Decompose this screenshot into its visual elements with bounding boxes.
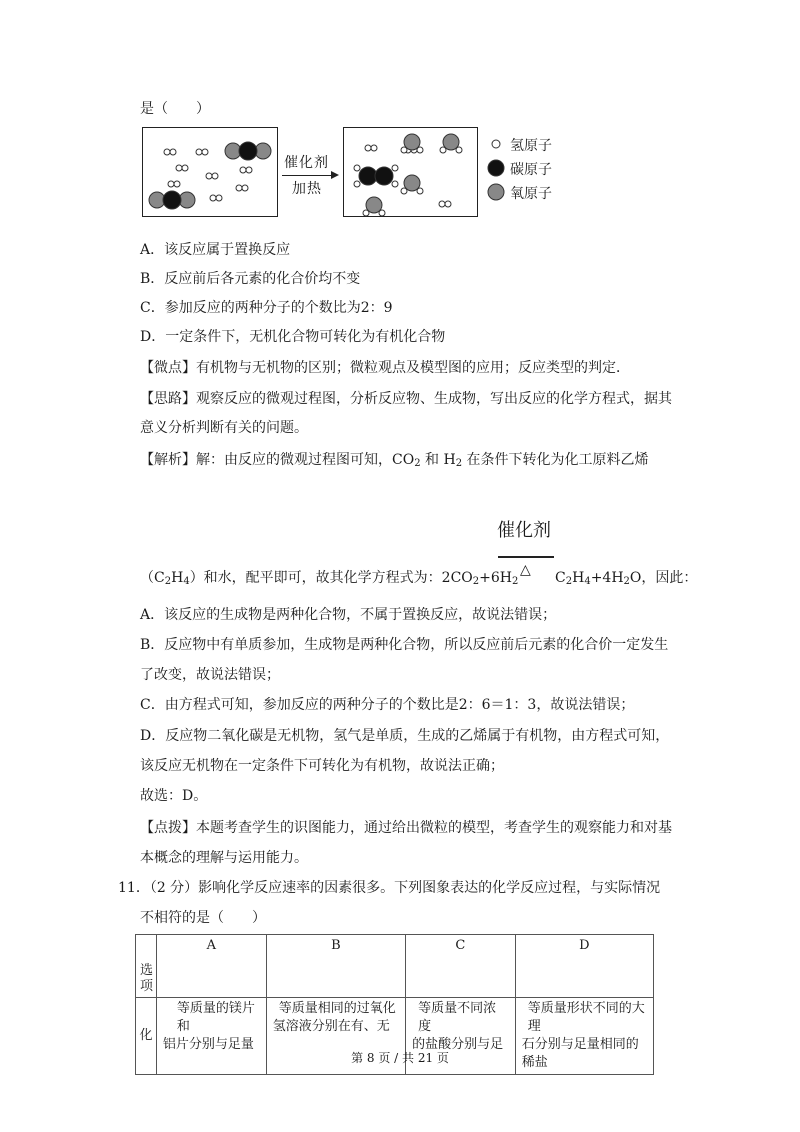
- equation-catalyst: 催化剂: [497, 520, 551, 541]
- table-header-b: B: [266, 935, 405, 998]
- analysis-silu-line2: 意义分析判断有关的问题。: [140, 420, 308, 436]
- analysis-dianbo-line2: 本概念的理解与运用能力。: [140, 850, 308, 866]
- arrow-head-icon: [331, 171, 339, 179]
- option-d: D．一定条件下，无机化合物可转化为有机化合物: [140, 329, 446, 345]
- analysis-answer: 故选：D。: [140, 788, 208, 804]
- equation-delta: △: [520, 562, 531, 578]
- analysis-a: A．该反应的生成物是两种化合物，不属于置换反应，故说法错误；: [140, 607, 557, 623]
- equation-right: $C_2H_4+4H_2O$，因此：: [555, 570, 698, 587]
- table-cell-b: 等质量相同的过氧化 氢溶液分别在有、无: [266, 998, 405, 1075]
- legend-hydrogen: 氢原子: [510, 138, 552, 154]
- analysis-b-line1: B．反应物中有单质参加，生成物是两种化合物，所以反应前后元素的化合价一定发生: [140, 637, 669, 653]
- equation-left: $(C_2H_4)$和水，配平即可，故其化学方程式为：$2CO_2+6H_2$: [140, 570, 519, 587]
- table-header-a: A: [156, 935, 266, 998]
- legend-oxygen: 氧原子: [510, 186, 552, 202]
- reaction-arrow: [282, 175, 334, 176]
- analysis-d-line1: D．反应物二氧化碳是无机物，氢气是单质，生成的乙烯属于有机物，由方程式可知，: [140, 728, 670, 744]
- analysis-b-line2: 了改变，故说法错误；: [140, 667, 280, 683]
- condition-catalyst: 催化剂: [284, 155, 329, 171]
- product-molecules: [344, 128, 477, 216]
- table-cell-c: 等质量不同浓度 的盐酸分别与足: [406, 998, 516, 1075]
- table-row-label: 化: [136, 998, 157, 1075]
- table-corner: 选项: [136, 935, 157, 998]
- analysis-weidian: 【微点】有机物与无机物的区别；微粒观点及模型图的应用；反应类型的判定．: [140, 360, 630, 376]
- table-header-c: C: [406, 935, 516, 998]
- reactant-molecules: [143, 128, 277, 216]
- legend-symbols: [486, 136, 506, 216]
- analysis-dianbo-line1: 【点拨】本题考查学生的识图能力，通过给出微粒的模型，考查学生的观察能力和对基: [140, 820, 672, 836]
- condition-heating: 加热: [292, 181, 322, 197]
- hydrogen-atom-icon: [492, 140, 500, 148]
- table-cell-d: 等质量形状不同的大理 石分别与足量相同的稀盐: [515, 998, 653, 1075]
- table-cell-a: 等质量的镁片和 铝片分别与足量: [156, 998, 266, 1075]
- option-c: C．参加反应的两种分子的个数比为2：9: [140, 300, 393, 316]
- legend-carbon: 碳原子: [510, 162, 552, 178]
- option-b: B．反应前后各元素的化合价均不变: [140, 271, 361, 287]
- analysis-c: C．由方程式可知，参加反应的两种分子的个数比是2：6＝1：3，故说法错误；: [140, 697, 635, 713]
- q11-stem-line1: 11．（2 分）影响化学反应速率的因素很多。下列图象表达的化学反应过程，与实际情况: [118, 880, 661, 896]
- equation-bar: [498, 556, 554, 558]
- carbon-atom-icon: [488, 160, 504, 176]
- question-tail: 是（ ）: [140, 101, 210, 117]
- q11-stem-line2: 不相符的是（ ）: [140, 910, 266, 926]
- table-header-d: D: [515, 935, 653, 998]
- reactant-box: [142, 127, 278, 217]
- option-a: A．该反应属于置换反应: [140, 242, 291, 258]
- analysis-jiexi-line1: 【解析】解：由反应的微观过程图可知，$CO_2$ 和 $H_2$ 在条件下转化为化工原料乙烯: [140, 452, 649, 469]
- page-footer: 第 8 页 / 共 21 页: [351, 1051, 449, 1065]
- analysis-silu-line1: 【思路】观察反应的微观过程图，分析反应物、生成物，写出反应的化学方程式，据其: [140, 391, 672, 407]
- product-box: [343, 127, 478, 217]
- oxygen-atom-icon: [488, 184, 504, 200]
- analysis-d-line2: 该反应无机物在一定条件下可转化为有机物，故说法正确；: [140, 758, 504, 774]
